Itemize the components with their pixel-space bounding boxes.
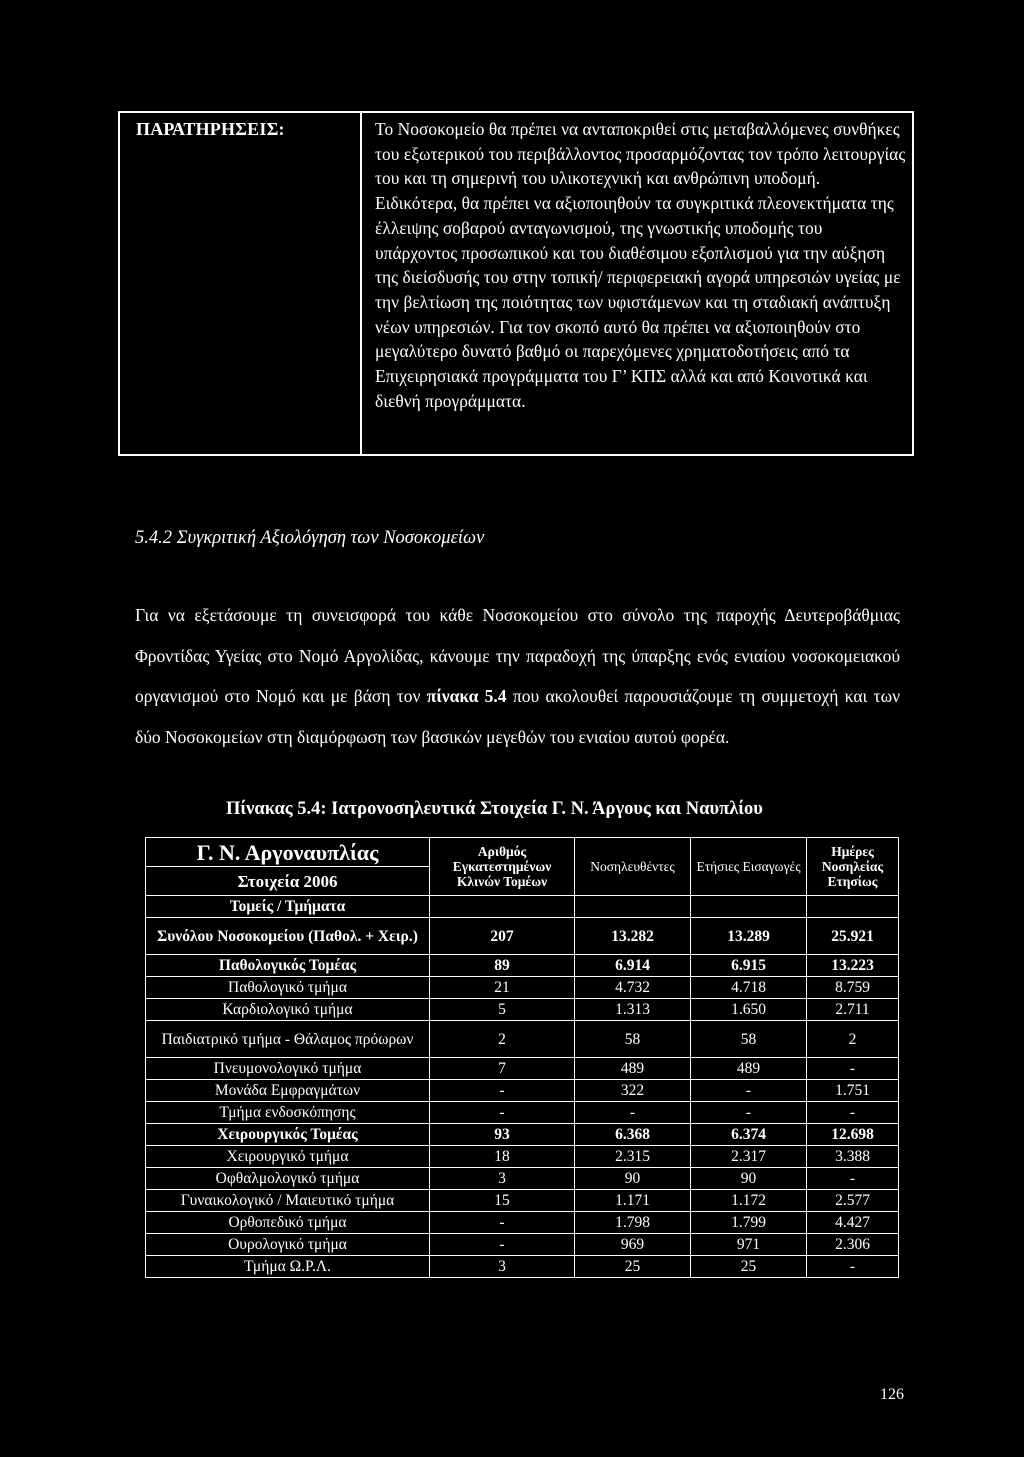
table-row: [146, 1168, 899, 1190]
cell-admissions: 58: [691, 1021, 807, 1058]
col-header-beds: Αριθμός Εγκατεστημένων Κλινών Τομέων: [430, 838, 575, 896]
cell-patients: 969: [575, 1234, 691, 1256]
cell-label: Καρδιολογικό τμήμα: [146, 999, 430, 1021]
cell-admissions: 4.718: [691, 977, 807, 999]
cell-beds: 15: [430, 1190, 575, 1212]
cell-admissions: 2.317: [691, 1146, 807, 1168]
cell-patients: 1.171: [575, 1190, 691, 1212]
cell-admissions: 489: [691, 1058, 807, 1080]
table-row: [146, 1146, 899, 1168]
table-row: [146, 999, 899, 1021]
cell-admissions: 25: [691, 1256, 807, 1278]
table-row: [146, 1212, 899, 1234]
cell-beds: 3: [430, 1256, 575, 1278]
cell-beds: 3: [430, 1168, 575, 1190]
table-row: [146, 977, 899, 999]
cell-beds: -: [430, 1234, 575, 1256]
intro-text: Για να εξετάσουμε τη συνεισφορά του κάθε Νοσοκομείου στο σύνολο της παροχής Δευτεροβάθμιας Φροντίδας Υγείας στο Νομό Αργολίδας, κάνουμε την παραδοχή της ύπαρξης ενός ενιαίου νοσοκομειακού οργανισμού στο Νομό και με βάση τον: [135, 605, 900, 707]
cell-patients: 2.315: [575, 1146, 691, 1168]
cell-label: Ουρολογικό τμήμα: [146, 1234, 430, 1256]
table-subtitle: Στοιχεία 2006: [146, 867, 430, 896]
total-row: [146, 918, 899, 955]
intro-paragraph: [135, 595, 900, 757]
cell-days: 3.388: [807, 1146, 899, 1168]
total-days: 25.921: [807, 918, 899, 955]
cell-admissions: -: [691, 1080, 807, 1102]
table-row: [146, 955, 899, 977]
table-row: [146, 1190, 899, 1212]
cell-admissions: 971: [691, 1234, 807, 1256]
cell-days: 12.698: [807, 1124, 899, 1146]
cell-patients: 90: [575, 1168, 691, 1190]
cell-label: Γυναικολογικό / Μαιευτικό τμήμα: [146, 1190, 430, 1212]
table-row: [146, 1256, 899, 1278]
cell-patients: 6.914: [575, 955, 691, 977]
cell-days: 2.306: [807, 1234, 899, 1256]
cell-patients: 1.798: [575, 1212, 691, 1234]
cell-patients: 322: [575, 1080, 691, 1102]
cell-patients: -: [575, 1102, 691, 1124]
cell-admissions: 90: [691, 1168, 807, 1190]
cell-label: Παιδιατρικό τμήμα - Θάλαμος πρόωρων: [146, 1021, 430, 1058]
table-row: [146, 1234, 899, 1256]
total-label: Συνόλου Νοσοκομείου (Παθολ. + Χειρ.): [146, 918, 430, 955]
remarks-box: [118, 111, 914, 456]
table-title: Γ. Ν. Αργοναυπλίας: [146, 838, 430, 867]
cell-days: -: [807, 1102, 899, 1124]
col-header-days: Ημέρες Νοσηλείας Ετησίως: [807, 838, 899, 896]
cell-beds: 93: [430, 1124, 575, 1146]
cell-days: -: [807, 1256, 899, 1278]
cell-admissions: 6.915: [691, 955, 807, 977]
page-number: 126: [880, 1386, 904, 1403]
cell-patients: 1.313: [575, 999, 691, 1021]
cell-patients: 58: [575, 1021, 691, 1058]
intro-text-end: που ακολουθεί παρουσιάζουμε τη συμμετοχή και των δύο Νοσοκομείων στη διαμόρφωση των βασικών μεγεθών του ενιαίου αυτού φορέα.: [135, 686, 900, 747]
cell-label: Τμήμα Ω.Ρ.Λ.: [146, 1256, 430, 1278]
hospital-data-table: [145, 837, 899, 1278]
table-caption: Πίνακας 5.4: Ιατρονοσηλευτικά Στοιχεία Γ. Ν. Άργους και Ναυπλίου: [226, 799, 763, 819]
cell-label: Οφθαλμολογικό τμήμα: [146, 1168, 430, 1190]
cell-label: Πνευμονολογικό τμήμα: [146, 1058, 430, 1080]
cell-label: Τμήμα ενδοσκόπησης: [146, 1102, 430, 1124]
cell-admissions: -: [691, 1102, 807, 1124]
cell-beds: 89: [430, 955, 575, 977]
cell-admissions: 1.172: [691, 1190, 807, 1212]
intro-table-ref: πίνακα 5.4: [426, 686, 507, 707]
cell-beds: -: [430, 1212, 575, 1234]
total-beds: 207: [430, 918, 575, 955]
cell-label: Χειρουργικός Τομέας: [146, 1124, 430, 1146]
cell-days: 2.711: [807, 999, 899, 1021]
col-header-patients: Νοσηλευθέντες: [575, 838, 691, 896]
cell-days: -: [807, 1058, 899, 1080]
cell-days: 2.577: [807, 1190, 899, 1212]
cell-admissions: 6.374: [691, 1124, 807, 1146]
cell-patients: 25: [575, 1256, 691, 1278]
cell-label: Παθολογικός Τομέας: [146, 955, 430, 977]
cell-label: Παθολογικό τμήμα: [146, 977, 430, 999]
col-header-admissions: Ετήσιες Εισαγωγές: [691, 838, 807, 896]
table-row: [146, 1058, 899, 1080]
cell-beds: 5: [430, 999, 575, 1021]
table-row: [146, 1080, 899, 1102]
cell-days: 8.759: [807, 977, 899, 999]
total-admissions: 13.289: [691, 918, 807, 955]
section-heading: 5.4.2 Συγκριτική Αξιολόγηση των Νοσοκομείων: [135, 528, 485, 548]
cell-days: 4.427: [807, 1212, 899, 1234]
table-row: [146, 1021, 899, 1058]
cell-days: 13.223: [807, 955, 899, 977]
cell-admissions: 1.650: [691, 999, 807, 1021]
cell-beds: 2: [430, 1021, 575, 1058]
cell-beds: 21: [430, 977, 575, 999]
cell-label: Χειρουργικό τμήμα: [146, 1146, 430, 1168]
total-patients: 13.282: [575, 918, 691, 955]
table-row: [146, 1124, 899, 1146]
cell-patients: 4.732: [575, 977, 691, 999]
cell-label: Μονάδα Εμφραγμάτων: [146, 1080, 430, 1102]
cell-beds: -: [430, 1080, 575, 1102]
remarks-label: ΠΑΡΑΤΗΡΗΣΕΙΣ:: [120, 113, 362, 454]
cell-days: -: [807, 1168, 899, 1190]
cell-beds: -: [430, 1102, 575, 1124]
table-row: [146, 1102, 899, 1124]
cell-patients: 6.368: [575, 1124, 691, 1146]
cell-days: 1.751: [807, 1080, 899, 1102]
cell-beds: 7: [430, 1058, 575, 1080]
cell-beds: 18: [430, 1146, 575, 1168]
cell-admissions: 1.799: [691, 1212, 807, 1234]
cell-days: 2: [807, 1021, 899, 1058]
cell-patients: 489: [575, 1058, 691, 1080]
remarks-text: Το Νοσοκομείο θα πρέπει να ανταποκριθεί στις μεταβαλλόμενες συνθήκες του εξωτερικού του περιβάλλοντος προσαρμόζοντας τον τρόπο λειτουργίας του και τη σημερινή του υλικοτεχνική και ανθρώπινη υποδομή. Ειδικότερα, θα πρέπει να αξιοποιηθούν τα συγκριτικά πλεονεκτήματα της έλλειψης σοβαρού ανταγωνισμού, της γνωστικής υποδομής του υπάρχοντος προσωπικού και του διαθέσιμου εξοπλισμού για την αύξηση της διείσδυσής του στην τοπική/ περιφερειακή αγορά υπηρεσιών υγείας με την βελτίωση της ποιότητας των υφιστάμενων και τη σταδιακή ανάπτυξη νέων υπηρεσιών. Για τον σκοπό αυτό θα πρέπει να αξιοποιηθούν στο μεγαλύτερο δυνατό βαθμό οι παρεχόμενες χρηματοδοτήσεις από τα Επιχειρησιακά προγράμματα του Γ’ ΚΠΣ αλλά και από Κοινοτικά και διεθνή προγράμματα.: [375, 119, 906, 411]
group-label: Τομείς / Τμήματα: [146, 896, 430, 918]
cell-label: Ορθοπεδικό τμήμα: [146, 1212, 430, 1234]
